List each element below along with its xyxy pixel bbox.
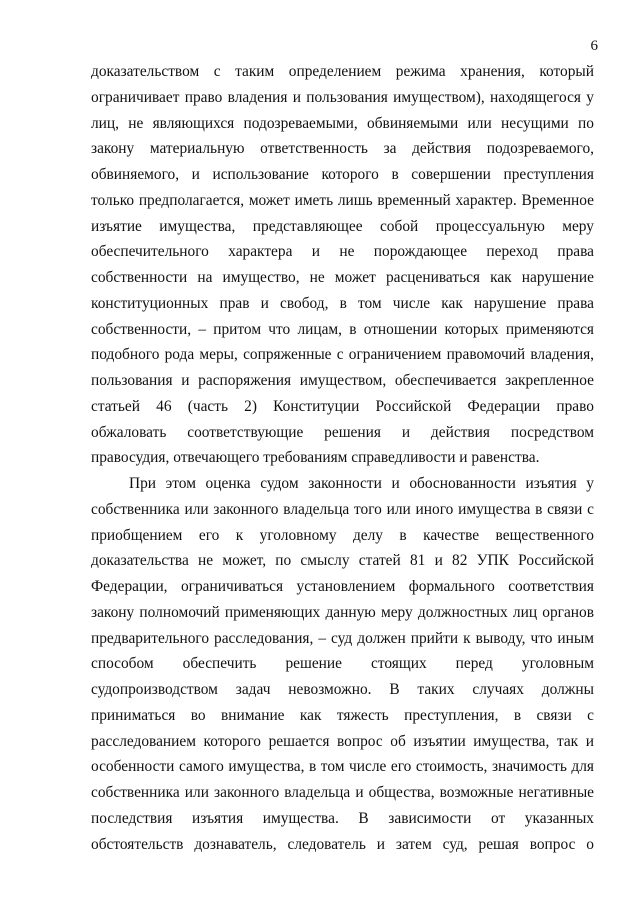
text-line: расследованием которого решается вопрос об изъятии имущества, так и bbox=[91, 732, 594, 750]
text-line: ограничивает право владения и пользования имуществом), находящегося у bbox=[91, 88, 594, 106]
text-line: обвиняемого, и использование которого в совершении преступления bbox=[91, 166, 594, 183]
text-line: доказательства не может, по смыслу статей 81 и 82 УПК Российской bbox=[91, 552, 594, 570]
text-line: только предполагается, может иметь лишь временный характер. Временное bbox=[91, 191, 594, 209]
text-line: конституционных прав и свобод, в том числе как нарушение права bbox=[91, 294, 594, 312]
text-line: Федерации, ограничиваться установлением формального соответствия bbox=[91, 578, 594, 595]
text-line: способом обеспечить решение стоящих перед уголовным bbox=[91, 655, 594, 673]
text-line: приобщением его к уголовному делу в качестве вещественного bbox=[91, 526, 594, 544]
text-line: судопроизводством задач невозможно. В таких случаях должны bbox=[91, 681, 594, 698]
text-line: пользования и распоряжения имуществом, обеспечивается закрепленное bbox=[91, 372, 594, 389]
body-text bbox=[91, 59, 594, 857]
paragraph bbox=[91, 471, 594, 857]
text-line: подобного рода меры, сопряженные с ограничением правомочий владения, bbox=[91, 346, 594, 364]
paragraph bbox=[91, 59, 594, 471]
text-line: собственности на имущество, не может расцениваться как нарушение bbox=[91, 269, 594, 286]
text-line: собственника или законного владельца того или иного имущества в связи с bbox=[91, 500, 594, 518]
text-line: последствия изъятия имущества. В зависимости от указанных bbox=[91, 809, 594, 827]
text-line: предварительного расследования, – суд должен прийти к выводу, что иным bbox=[91, 629, 594, 647]
text-line: обстоятельств дознаватель, следователь и затем суд, решая вопрос о bbox=[91, 835, 594, 853]
text-line: особенности самого имущества, в том числе его стоимость, значимость для bbox=[91, 758, 594, 776]
text-line: При этом оценка судом законности и обоснованности изъятия у bbox=[129, 475, 594, 492]
text-line: закону материальную ответственность за действия подозреваемого, bbox=[91, 140, 594, 158]
text-line: правосудия, отвечающего требованиям справедливости и равенства. bbox=[91, 449, 540, 467]
page-number: 6 bbox=[590, 38, 598, 54]
text-line: обжаловать соответствующие решения и действия посредством bbox=[91, 423, 594, 441]
text-line: собственности, – притом что лицам, в отношении которых применяются bbox=[91, 320, 594, 338]
text-line: изъятие имущества, представляющее собой процессуальную меру bbox=[91, 217, 594, 235]
text-line: обеспечительного характера и не порождающее переход права bbox=[91, 243, 594, 261]
text-line: приниматься во внимание как тяжесть преступления, в связи с bbox=[91, 706, 594, 724]
text-line: статьей 46 (часть 2) Конституции Российской Федерации право bbox=[91, 397, 594, 415]
text-line: лиц, не являющихся подозреваемыми, обвиняемыми или несущими по bbox=[91, 114, 594, 132]
text-line: доказательством с таким определением режима хранения, который bbox=[91, 63, 594, 80]
text-line: собственника или законного владельца и общества, возможные негативные bbox=[91, 784, 594, 801]
text-line: закону полномочий применяющих данную меру должностных лиц органов bbox=[91, 603, 594, 621]
